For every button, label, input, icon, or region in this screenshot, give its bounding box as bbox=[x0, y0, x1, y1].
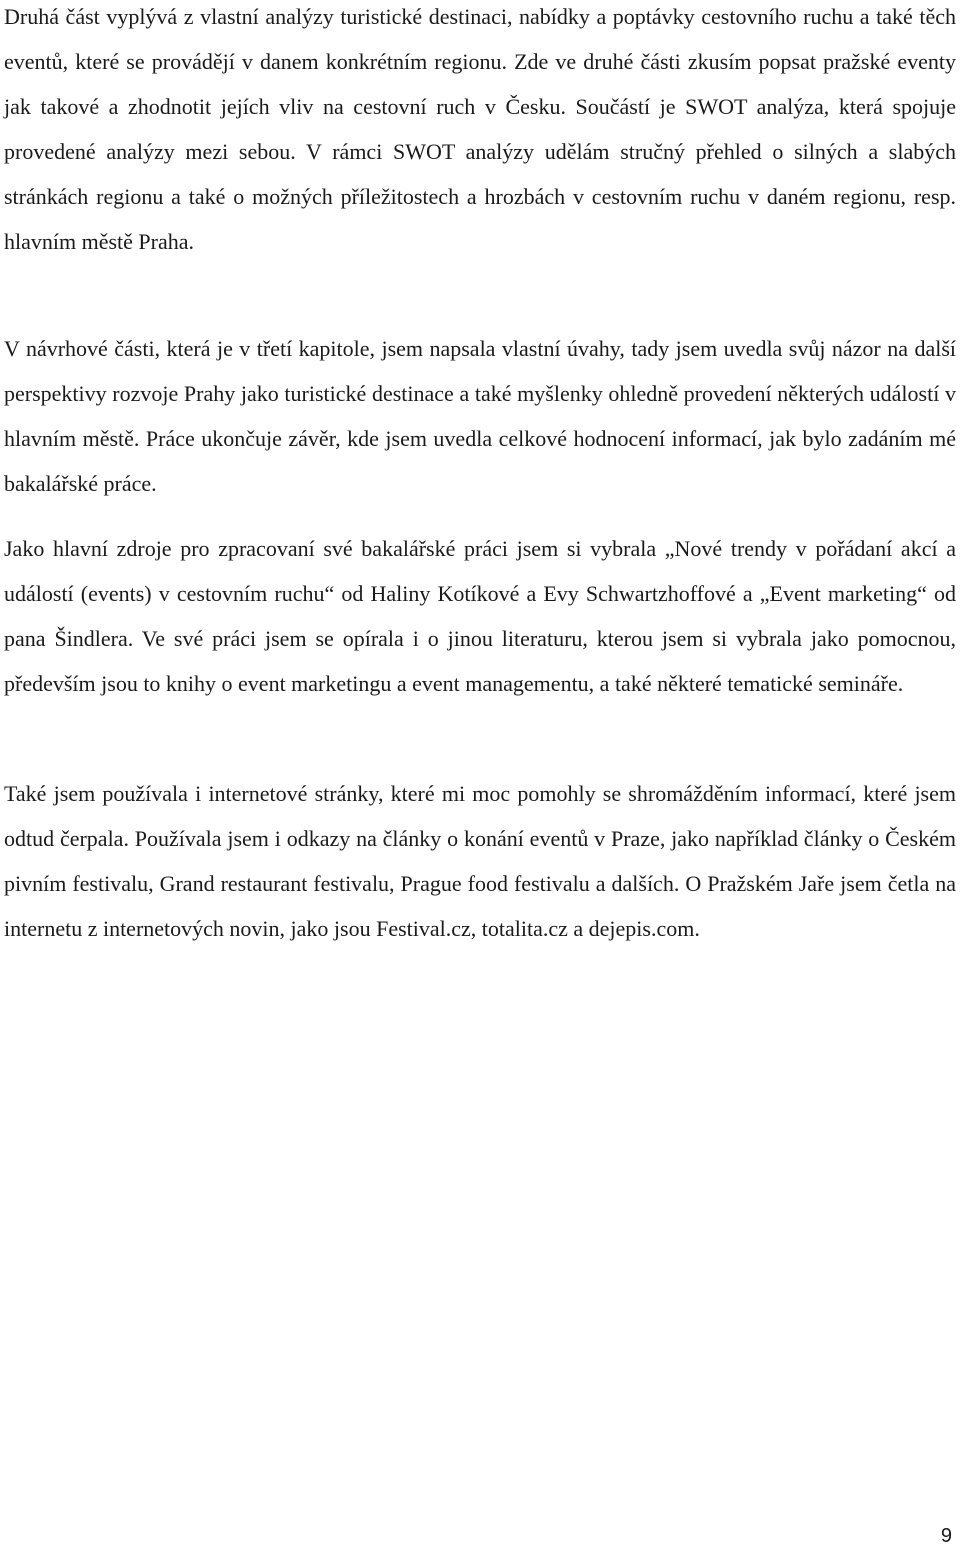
paragraph-main-sources: Jako hlavní zdroje pro zpracovaní své bakalářské práci jsem si vybrala „Nové trendy v pořádaní akcí a událostí (events) v cestovním ruchu“ od Haliny Kotíkové a Evy Schwartzhoffové a „Event marketing“ od pana Šindlera. Ve své práci jsem se opírala i o jinou literaturu, kterou jsem si vybrala jako pomocnou, především jsou to knihy o event marketingu a event managementu, a také některé tematické semináře. bbox=[4, 536, 956, 696]
paragraph-design-part: V návrhové části, která je v třetí kapitole, jsem napsala vlastní úvahy, tady jsem uvedla svůj názor na další perspektivy rozvoje Prahy jako turistické destinace a také myšlenky ohledně provedení některých událostí v hlavním městě. Práce ukončuje závěr, kde jsem uvedla celkové hodnocení informací, jak bylo zadáním mé bakalářské práce. bbox=[4, 336, 956, 496]
page-number: 9 bbox=[940, 1525, 952, 1547]
paragraph-internet-sources: Také jsem používala i internetové stránky, které mi moc pomohly se shromážděním informací, které jsem odtud čerpala. Používala jsem i odkazy na články o konání eventů v Praze, jako například články o Českém pivním festivalu, Grand restaurant festivalu, Prague food festivalu a dalších. O Pražském Jaře jsem četla na internetu z internetových novin, jako jsou Festival.cz, totalita.cz a dejepis.com. bbox=[4, 781, 956, 941]
paragraph-analysis-part: Druhá část vyplývá z vlastní analýzy turistické destinaci, nabídky a poptávky cestovního ruchu a také těch eventů, které se provádějí v danem konkrétním regionu. Zde ve druhé části zkusím popsat pražské eventy jak takové a zhodnotit jejích vliv na cestovní ruch v Česku. Součástí je SWOT analýza, která spojuje provedené analýzy mezi sebou. V rámci SWOT analýzy udělám stručný přehled o silných a slabých stránkách regionu a také o možných příležitostech a hrozbách v cestovním ruchu v daném regionu, resp. hlavním městě Praha. bbox=[4, 4, 956, 254]
